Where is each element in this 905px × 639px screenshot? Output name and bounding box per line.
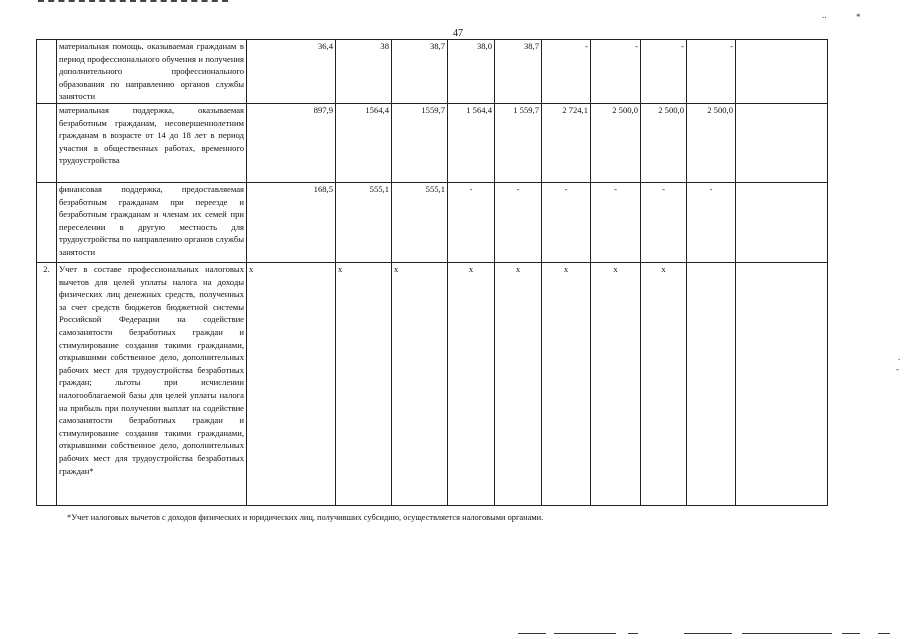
value-cell: - bbox=[687, 183, 736, 263]
value-cell: 38 bbox=[336, 40, 392, 104]
row-number bbox=[37, 40, 57, 104]
value-cell: 555,1 bbox=[392, 183, 448, 263]
value-cell: 1559,7 bbox=[392, 104, 448, 183]
value-cell: x bbox=[641, 263, 687, 506]
value-cell: 2 500,0 bbox=[641, 104, 687, 183]
value-cell: - bbox=[495, 183, 542, 263]
value-cell bbox=[736, 263, 828, 506]
scan-mark-top bbox=[38, 0, 228, 5]
value-cell: x bbox=[392, 263, 448, 506]
row-number bbox=[37, 104, 57, 183]
table-row bbox=[37, 263, 828, 506]
value-cell: - bbox=[542, 183, 591, 263]
value-cell: 2 500,0 bbox=[591, 104, 641, 183]
value-cell: - bbox=[448, 183, 495, 263]
scan-dot: - bbox=[896, 364, 899, 374]
value-cell: x bbox=[495, 263, 542, 506]
value-cell: 1 564,4 bbox=[448, 104, 495, 183]
scan-line bbox=[518, 633, 546, 634]
value-cell: x bbox=[542, 263, 591, 506]
scan-line bbox=[878, 633, 890, 634]
value-cell: x bbox=[247, 263, 336, 506]
footnote: *Учет налоговых вычетов с доходов физических и юридических лиц, получивших субсидию, осуществляется налоговыми органами. bbox=[67, 513, 544, 522]
value-cell: x bbox=[448, 263, 495, 506]
value-cell: 2 724,1 bbox=[542, 104, 591, 183]
value-cell bbox=[736, 183, 828, 263]
value-cell: 2 500,0 bbox=[687, 104, 736, 183]
scan-dot: .. bbox=[822, 10, 827, 20]
table-row bbox=[37, 104, 828, 183]
scan-line bbox=[684, 633, 732, 634]
row-number: 2. bbox=[37, 263, 57, 506]
scan-dot: . bbox=[898, 352, 901, 362]
value-cell: 38,7 bbox=[392, 40, 448, 104]
scan-line bbox=[554, 633, 616, 634]
value-cell: - bbox=[641, 40, 687, 104]
row-number bbox=[37, 183, 57, 263]
value-cell: 897,9 bbox=[247, 104, 336, 183]
value-cell: - bbox=[641, 183, 687, 263]
value-cell: 1564,4 bbox=[336, 104, 392, 183]
value-cell: 555,1 bbox=[336, 183, 392, 263]
value-cell: 1 559,7 bbox=[495, 104, 542, 183]
value-cell: - bbox=[591, 183, 641, 263]
scan-line bbox=[628, 633, 638, 634]
value-cell: 38,7 bbox=[495, 40, 542, 104]
row-description: материальная помощь, оказываемая гражданам в период профессионального обучения и получения дополнительного профессионального образования по направлению органов службы занятости bbox=[57, 40, 247, 104]
value-cell: - bbox=[591, 40, 641, 104]
row-description: финансовая поддержка, предоставляемая безработным гражданам при переезде и безработным гражданам и членам их семей при переселении в другую местность для трудоустройства по направлению органов службы занятости bbox=[57, 183, 247, 263]
measures-table bbox=[36, 39, 828, 506]
scan-line bbox=[842, 633, 860, 634]
page-number: 47 bbox=[453, 28, 463, 39]
value-cell: 38,0 bbox=[448, 40, 495, 104]
table-row bbox=[37, 40, 828, 104]
value-cell: x bbox=[591, 263, 641, 506]
value-cell: - bbox=[542, 40, 591, 104]
value-cell bbox=[687, 263, 736, 506]
row-description: Учет в составе профессиональных налоговых вычетов для целей уплаты налога на доходы физических лиц денежных средств, полученных за счет средств бюджетов бюджетной системы Российской Федерации на содействие самозанятости безработных граждан и стимулирование создания такими гражданами, открывшими собственное дело, дополнительных рабочих мест для трудоустройства безработных граждан; льготы при исчислении налогооблагаемой базы для целей уплаты налога на прибыль при получении выплат на содействие самозанятости безработных граждан и стимулирование создания такими гражданами, открывшими собственное дело, дополнительных рабочих мест для трудоустройства безработных граждан* bbox=[57, 263, 247, 506]
value-cell: 36,4 bbox=[247, 40, 336, 104]
table-row bbox=[37, 183, 828, 263]
value-cell bbox=[736, 40, 828, 104]
scan-line bbox=[742, 633, 832, 634]
value-cell: x bbox=[336, 263, 392, 506]
scan-dot: * bbox=[856, 12, 861, 22]
value-cell bbox=[736, 104, 828, 183]
value-cell: 168,5 bbox=[247, 183, 336, 263]
value-cell: - bbox=[687, 40, 736, 104]
row-description: материальная поддержка, оказываемая безработным гражданам, несовершеннолетним гражданам в возрасте от 14 до 18 лет в период участия в общественных работах, временного трудоустройства bbox=[57, 104, 247, 183]
